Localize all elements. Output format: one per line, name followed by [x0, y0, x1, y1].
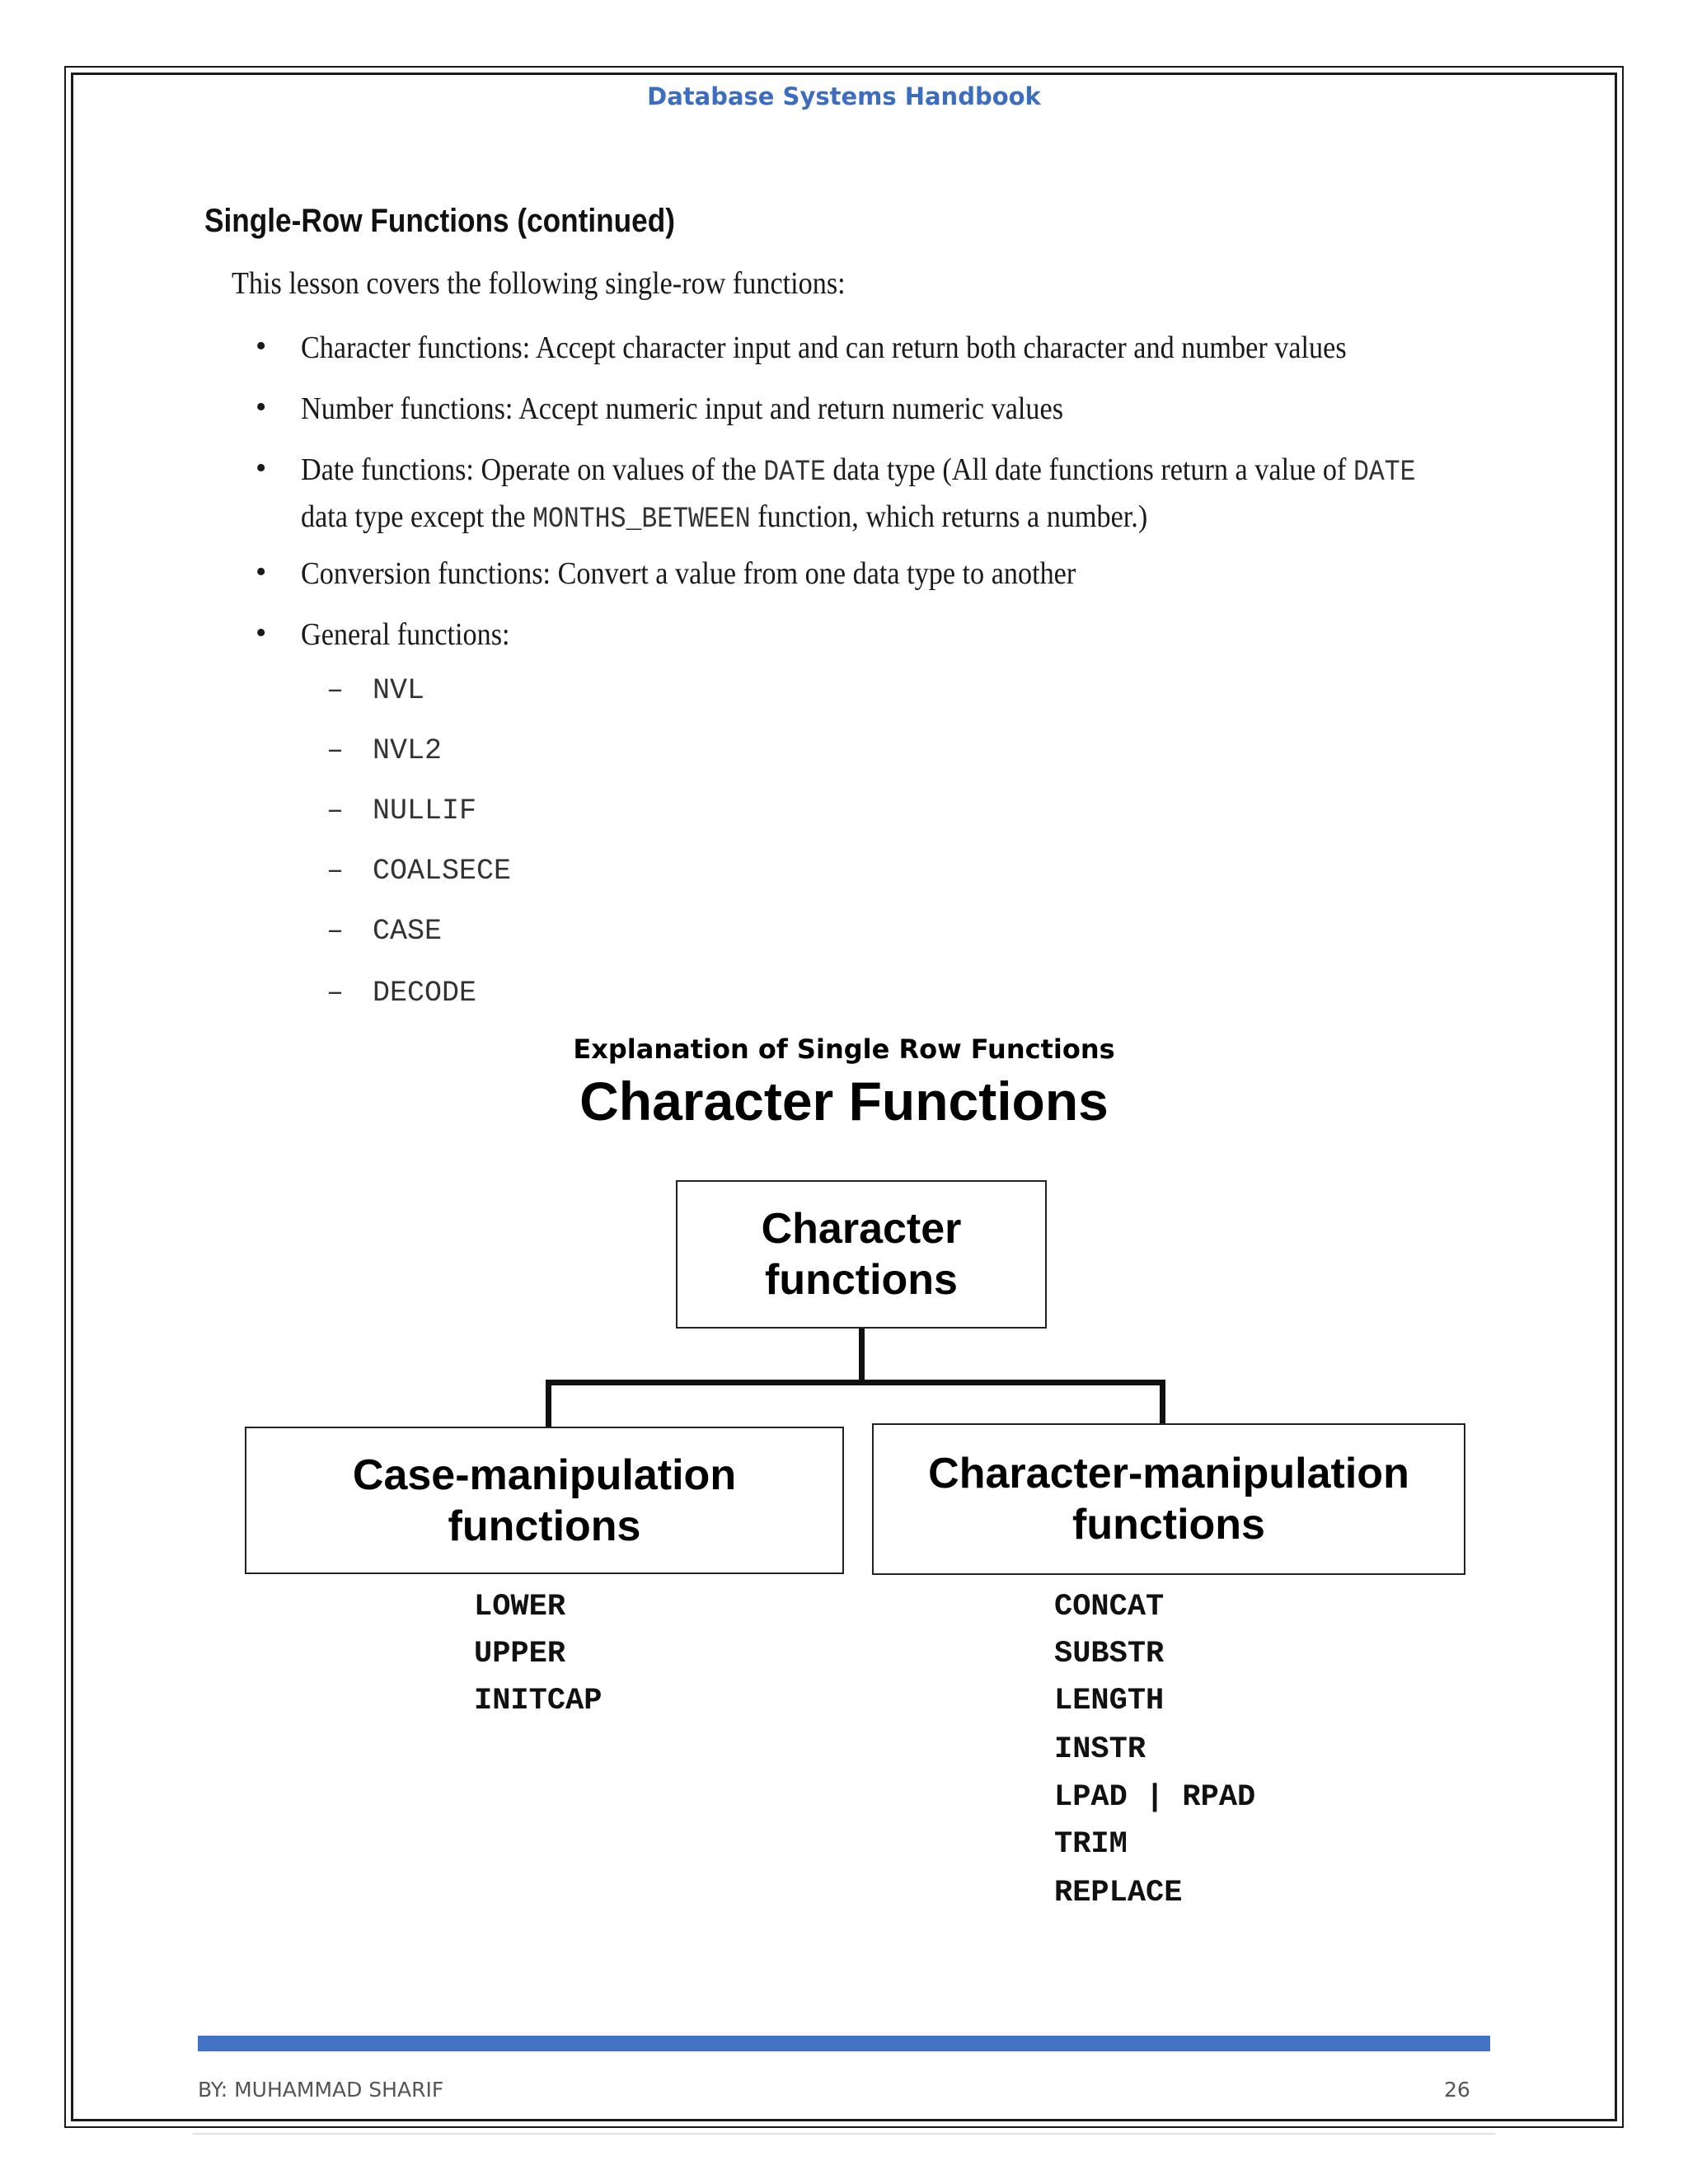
- dash-mark: –: [326, 977, 345, 1010]
- bullet-general-functions: General functions:: [301, 617, 510, 652]
- dash-mark: –: [326, 915, 345, 948]
- explanation-heading: Explanation of Single Row Functions: [573, 1033, 1115, 1065]
- character-manipulation-box: [872, 1423, 1465, 1575]
- char-function-item: REPLACE: [1054, 1876, 1183, 1910]
- bottom-rule: [193, 2133, 1495, 2135]
- running-header: Database Systems Handbook: [647, 82, 1041, 110]
- diagram-title: Character Functions: [579, 1071, 1109, 1132]
- character-functions-box: [676, 1180, 1047, 1329]
- connector-left-drop: [546, 1380, 551, 1429]
- dash-mark: –: [326, 794, 345, 827]
- footer-accent-bar: [198, 2036, 1490, 2051]
- char-function-item: LPAD | RPAD: [1054, 1780, 1256, 1815]
- intro-text: This lesson covers the following single-row functions:: [232, 266, 846, 301]
- date-text-4: function, which returns a number.): [750, 499, 1148, 534]
- char-function-item: INSTR: [1054, 1732, 1146, 1767]
- general-function-item: NVL: [373, 674, 425, 707]
- connector-right-drop: [1160, 1380, 1165, 1426]
- dash-mark: –: [326, 734, 345, 767]
- general-function-item: COALSECE: [373, 855, 512, 888]
- footer-author: BY: MUHAMMAD SHARIF: [198, 2078, 444, 2102]
- char-function-item: TRIM: [1054, 1827, 1128, 1862]
- case-function-item: UPPER: [474, 1637, 566, 1671]
- right-box-line-2: functions: [1072, 1501, 1265, 1549]
- right-box-line-1: Character-manipulation: [928, 1450, 1409, 1497]
- char-function-item: SUBSTR: [1054, 1637, 1165, 1671]
- case-manipulation-box: [245, 1427, 844, 1574]
- connector-stem: [859, 1329, 865, 1382]
- date-text-1: Date functions: Operate on values of the: [301, 452, 764, 487]
- root-box-line-2: functions: [765, 1256, 958, 1304]
- general-function-item: DECODE: [373, 977, 477, 1010]
- bullet-date-functions: [301, 448, 1414, 541]
- left-box-line-2: functions: [448, 1502, 641, 1550]
- bullet-mark: •: [256, 616, 267, 650]
- dash-mark: –: [326, 674, 345, 707]
- case-function-item: INITCAP: [474, 1684, 603, 1718]
- general-function-item: NULLIF: [373, 794, 477, 827]
- date-text-2: data type (All date functions return a value of: [825, 452, 1353, 487]
- general-function-item: CASE: [373, 915, 443, 948]
- bullet-number-functions: Number functions: Accept numeric input and return numeric values: [301, 391, 1064, 426]
- connector-crossbar: [546, 1380, 1165, 1385]
- char-function-item: CONCAT: [1054, 1590, 1165, 1624]
- page-number: 26: [1444, 2078, 1470, 2102]
- bullet-mark: •: [256, 329, 267, 363]
- left-box-line-1: Case-manipulation: [352, 1451, 737, 1499]
- bullet-mark: •: [256, 555, 267, 589]
- date-code-2: DATE: [1353, 456, 1416, 489]
- bullet-mark: •: [256, 451, 267, 485]
- bullet-character-functions: Character functions: Accept character input and can return both character and number values: [301, 330, 1347, 365]
- general-function-item: NVL2: [373, 734, 443, 767]
- char-function-item: LENGTH: [1054, 1684, 1165, 1718]
- date-text-3: data type except the: [301, 499, 533, 534]
- date-code-3: MONTHS_BETWEEN: [532, 503, 751, 536]
- case-function-item: LOWER: [474, 1590, 566, 1624]
- bullet-mark: •: [256, 390, 267, 424]
- bullet-conversion-functions: Conversion functions: Convert a value from one data type to another: [301, 556, 1076, 591]
- dash-mark: –: [326, 855, 345, 888]
- section-title: Single-Row Functions (continued): [204, 203, 675, 239]
- root-box-line-1: Character: [761, 1205, 962, 1253]
- date-code-1: DATE: [763, 456, 826, 489]
